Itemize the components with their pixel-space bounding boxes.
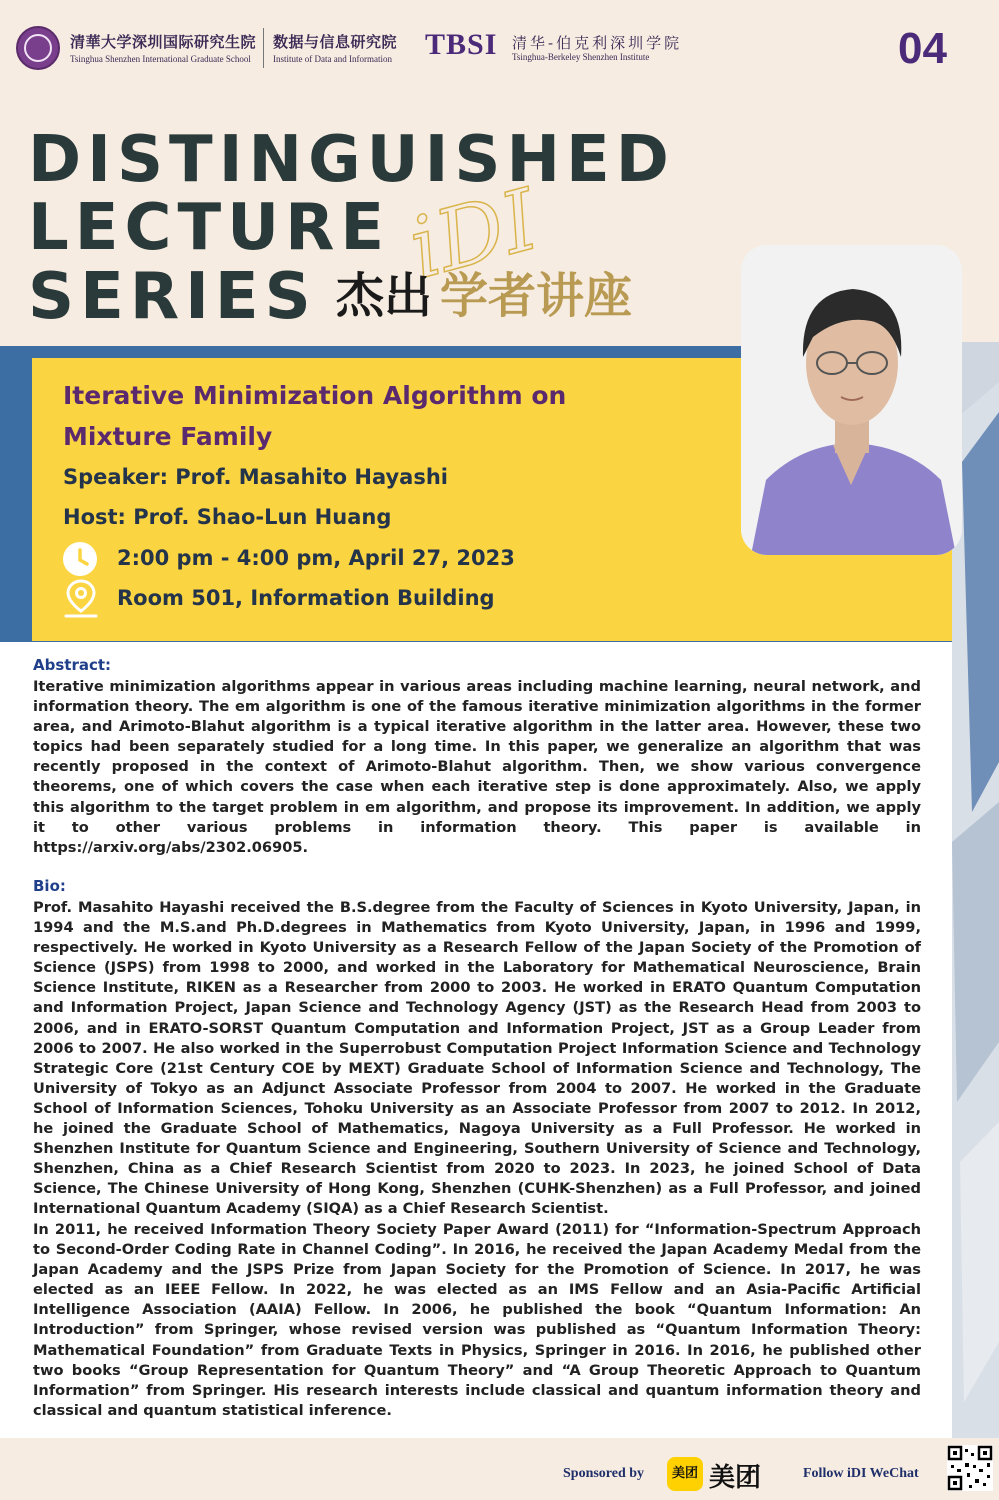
tbsi-logo: TBSI [425, 28, 498, 61]
title-cn-gold: 学者讲座 [440, 268, 633, 324]
event-time: 2:00 pm - 4:00 pm, April 27, 2023 [117, 546, 515, 570]
clock-icon [63, 542, 97, 576]
meituan-wordmark: 美团 [709, 1463, 762, 1493]
speaker-line: Speaker: Prof. Masahito Hayashi [63, 465, 449, 489]
tsinghua-seal-logo [16, 26, 60, 70]
tbsi-name-en: Tsinghua-Berkeley Shenzhen Institute [512, 52, 650, 62]
abstract-heading: Abstract: [33, 656, 112, 674]
speaker-photo [741, 245, 962, 555]
issue-number: 04 [898, 24, 947, 73]
wechat-qr-code[interactable] [947, 1445, 993, 1491]
talk-title: Iterative Minimization Algorithm on Mixture Family [63, 381, 567, 451]
meituan-logo-badge: 美团 [667, 1457, 703, 1491]
location-pin-icon [62, 578, 100, 620]
sponsored-by-label: Sponsored by [563, 1466, 645, 1481]
abstract-text: Iterative minimization algorithms appear in various areas including machine learning, neural network, and information theory. The em algorithm is one of the famous iterative minimization algorithms in the former area, and Arimoto-Blahut algorithm is a typical iterative algorithm in the latter area. However, these two topics had been separately studied for a long time. In this paper, we generalize an algorithm that was recently proposed in the context of Arimoto-Blahut algorithm. Then, we show various convergence theorems, one of which covers the case when each iterative step is done approximately. Also, we apply this algorithm to the target problem in em algorithm, and propose its improvement. In addition, we apply it to other various problems in information theory. This paper is available in https://arxiv.org/abs/2302.06905. [33, 678, 921, 856]
tsinghua-name-en: Tsinghua Shenzhen International Graduate School [70, 54, 251, 64]
idi-name-cn: 数据与信息研究院 [273, 33, 398, 51]
tsinghua-name-cn: 清華大学深圳国际研究生院 [70, 33, 257, 51]
event-location: Room 501, Information Building [117, 586, 495, 610]
bio-heading: Bio: [33, 877, 66, 895]
title-line-1: DISTINGUISHED [28, 123, 675, 197]
title-line-2: LECTURE [28, 191, 391, 265]
title-cn-dark: 杰出 [336, 268, 433, 324]
host-line: Host: Prof. Shao-Lun Huang [63, 505, 392, 529]
follow-wechat-label: Follow iDI WeChat [803, 1466, 919, 1481]
header-divider [263, 28, 264, 68]
idi-watermark: iDI [399, 170, 548, 298]
bio-paragraph-2: In 2011, he received Information Theory Society Paper Award (2011) for “Information-Spectrum Approach to Second-Order Coding Rate in Channel Coding”. In 2016, he received the Japan Academy Medal from the Japan Academy and the JSPS Prize from Japan Society for the Promotion of Science. In 2017, he was elected as an IEEE Fellow. In 2022, he was elected as an IMS Fellow and an Asia-Pacific Artificial Intelligence Association (AAIA) Fellow. In 2006, he published the book “Quantum Information: An Introduction” from Springer, whose revised version was published as “Quantum Information Theory: Mathematical Foundation” from Graduate Texts in Physics, Springer in 2016. In 2016, he published other two books “Group Representation for Quantum Theory” and “A Group Theoretic Approach to Quantum Information” from Springer. His research interests include classical and quantum information theory and classical and quantum statistical inference. [33, 1221, 921, 1419]
bio-paragraph-1: Prof. Masahito Hayashi received the B.S.degree from the Faculty of Sciences in Kyoto University, Japan, in 1994 and the M.S.and Ph.D.degrees in Mathematics from Kyoto University, Japan, in 1996 and 1999, respectively. He worked in Kyoto University as a Research Fellow of the Japan Society of the Promotion of Science (JSPS) from 1998 to 2000, and worked in the Laboratory for Mathematical Neuroscience, Brain Science Institute, RIKEN as a Researcher from 2000 to 2003. He worked in ERATO Quantum Computation and Information Project, Japan Science and Technology Agency (JST) as the Research Head from 2003 to 2006, and in ERATO-SORST Quantum Computation and Information Project, JST as a Group Leader from 2006 to 2007. He also worked in the Superrobust Computation Project Information Science and Technology Strategic Core (21st Century COE by MEXT) Graduate School of Information Science and Technology, The University of Tokyo as an Adjunct Associate Professor from 2004 to 2007. He worked in the Graduate School of Information Sciences, Tohoku University as an Associate Professor from 2007 to 2012. In 2012, he joined the Graduate School of Mathematics, Nagoya University as a Full Professor. He worked in Shenzhen Institute for Quantum Science and Engineering, Southern University of Science and Technology, Shenzhen, China as a Chief Research Scientist from 2020 to 2023. In 2023, he joined School of Data Science, The Chinese University of Hong Kong, Shenzhen (CUHK-Shenzhen) as a Full Professor, and joined International Quantum Academy (SIQA) as a Chief Research Scientist. [33, 899, 921, 1218]
idi-name-en: Institute of Data and Information [273, 54, 392, 64]
tbsi-name-cn: 清华-伯克利深圳学院 [512, 34, 683, 52]
title-line-3: SERIES [28, 260, 317, 334]
